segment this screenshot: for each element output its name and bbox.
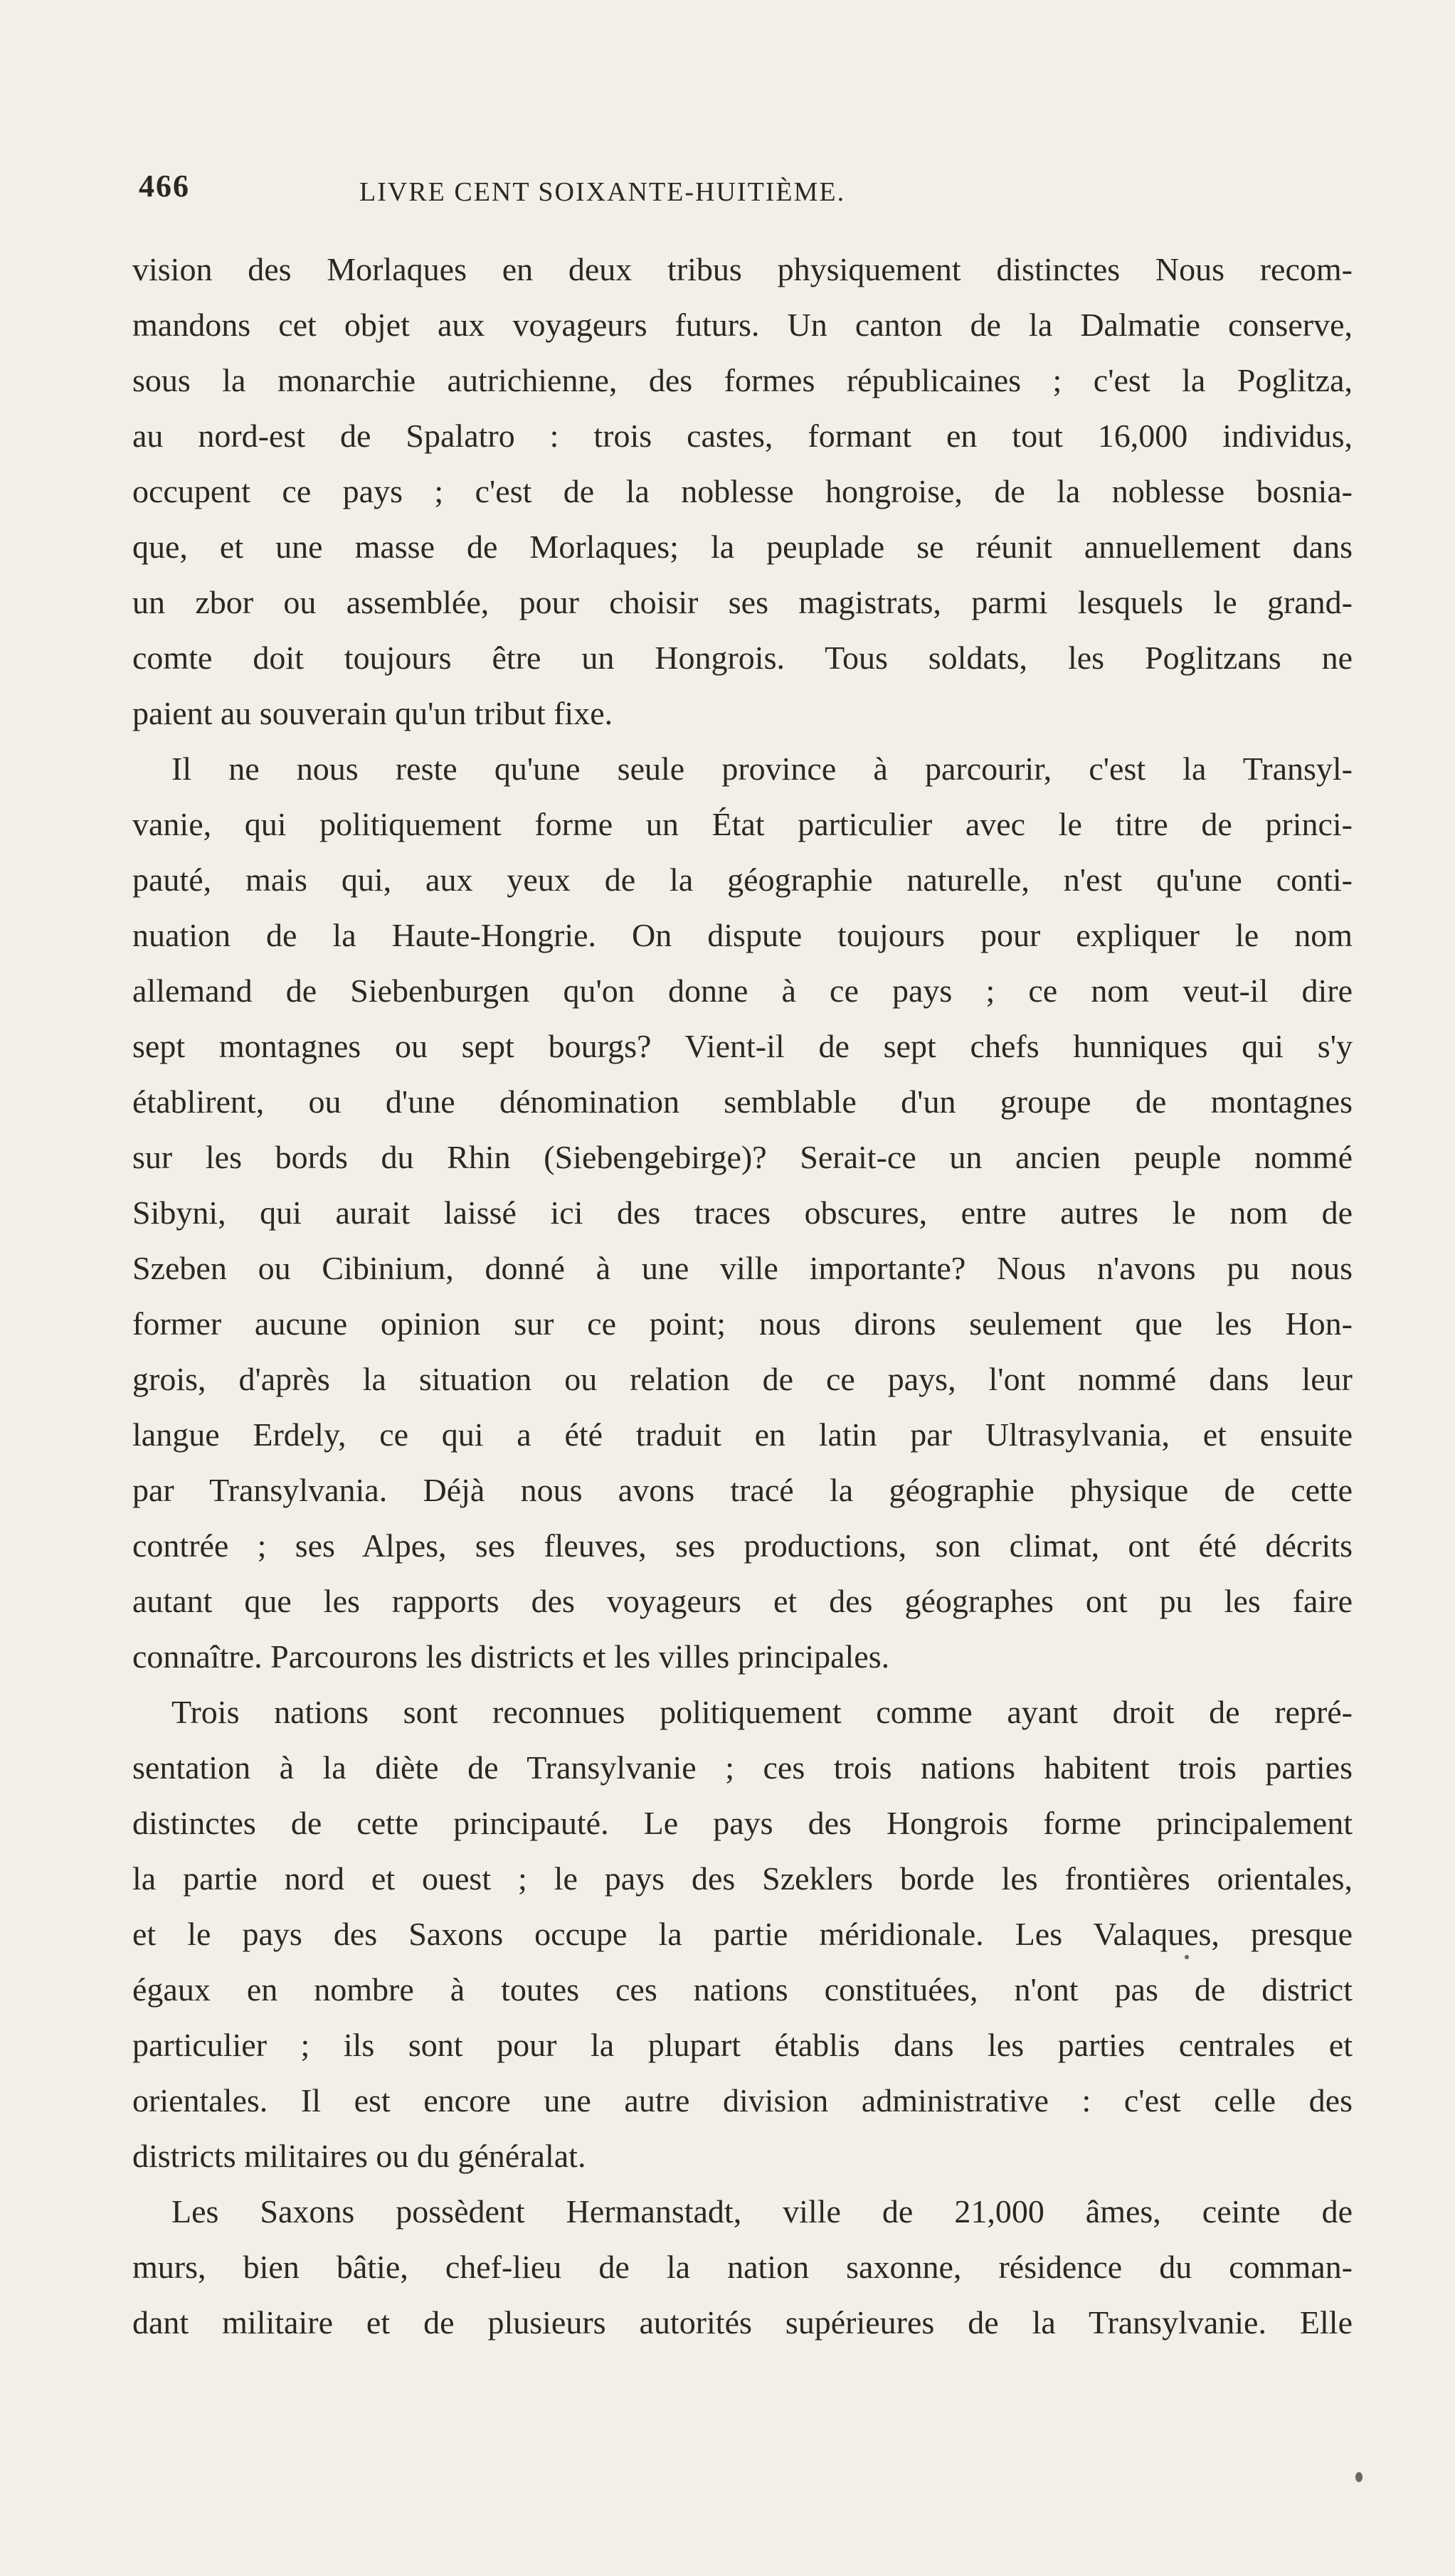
text-line: sept montagnes ou sept bourgs? Vient-il de sept chefs hunniques qui s'y [132,1028,1353,1064]
text-line: Szeben ou Cibinium, donné à une ville importante? Nous n'avons pu nous [132,1250,1353,1286]
text-line: connaître. Parcourons les districts et les villes principales. [132,1638,890,1675]
text-line: vision des Morlaques en deux tribus physiquement distinctes Nous recom- [132,251,1353,287]
text-line: Sibyni, qui aurait laissé ici des traces obscures, entre autres le nom de [132,1194,1353,1231]
text-line: nuation de la Haute-Hongrie. On dispute toujours pour expliquer le nom [132,917,1353,953]
text-line: au nord-est de Spalatro : trois castes, formant en tout 16,000 individus, [132,418,1353,454]
text-line: par Transylvania. Déjà nous avons tracé la géographie physique de cette [132,1472,1353,1508]
text-line: que, et une masse de Morlaques; la peuplade se réunit annuellement dans [132,529,1353,565]
text-line: murs, bien bâtie, chef-lieu de la nation saxonne, résidence du comman- [132,2249,1353,2285]
text-line: sous la monarchie autrichienne, des formes républicaines ; c'est la Poglitza, [132,362,1353,398]
text-line: Il ne nous reste qu'une seule province à parcourir, c'est la Transyl- [171,751,1353,787]
page-number: 466 [139,169,190,203]
text-line: pauté, mais qui, aux yeux de la géographie naturelle, n'est qu'une conti- [132,862,1353,898]
text-line: la partie nord et ouest ; le pays des Szeklers borde les frontières orientales, [132,1860,1353,1897]
text-line: autant que les rapports des voyageurs et des géographes ont pu les faire [132,1583,1353,1619]
text-line: districts militaires ou du généralat. [132,2138,586,2174]
text-line: langue Erdely, ce qui a été traduit en latin par Ultrasylvania, et ensuite [132,1416,1353,1453]
paper-speck [1355,2472,1363,2482]
running-head: LIVRE CENT SOIXANTE-HUITIÈME. [359,177,846,207]
text-line: distinctes de cette principauté. Le pays des Hongrois forme principalement [132,1805,1353,1841]
text-line: dant militaire et de plusieurs autorités supérieures de la Transylvanie. Elle [132,2304,1353,2341]
paper-speck [1185,1955,1189,1959]
text-line: mandons cet objet aux voyageurs futurs. Un canton de la Dalmatie conserve, [132,307,1353,343]
text-line: et le pays des Saxons occupe la partie méridionale. Les Valaques, presque [132,1916,1353,1952]
page-header [139,168,1334,211]
text-line: occupent ce pays ; c'est de la noblesse hongroise, de la noblesse bosnia- [132,473,1353,509]
text-line: sur les bords du Rhin (Siebengebirge)? Serait-ce un ancien peuple nommé [132,1139,1353,1175]
text-line: allemand de Siebenburgen qu'on donne à ce pays ; ce nom veut-il dire [132,972,1353,1009]
text-line: égaux en nombre à toutes ces nations constituées, n'ont pas de district [132,1971,1353,2008]
text-line: orientales. Il est encore une autre division administrative : c'est celle des [132,2082,1353,2119]
text-line: établirent, ou d'une dénomination semblable d'un groupe de montagnes [132,1083,1353,1120]
text-line: paient au souverain qu'un tribut fixe. [132,695,613,731]
text-line: former aucune opinion sur ce point; nous dirons seulement que les Hon- [132,1305,1353,1342]
text-line: comte doit toujours être un Hongrois. Tous soldats, les Poglitzans ne [132,640,1353,676]
text-line: Les Saxons possèdent Hermanstadt, ville de 21,000 âmes, ceinte de [171,2193,1353,2230]
text-line: sentation à la diète de Transylvanie ; ces trois nations habitent trois parties [132,1749,1353,1786]
text-line: vanie, qui politiquement forme un État particulier avec le titre de princi- [132,806,1353,842]
text-line: grois, d'après la situation ou relation de ce pays, l'ont nommé dans leur [132,1361,1353,1397]
text-line: un zbor ou assemblée, pour choisir ses magistrats, parmi lesquels le grand- [132,584,1353,620]
text-line: contrée ; ses Alpes, ses fleuves, ses productions, son climat, ont été décrits [132,1527,1353,1564]
text-line: Trois nations sont reconnues politiquement comme ayant droit de repré- [171,1694,1353,1730]
text-line: particulier ; ils sont pour la plupart établis dans les parties centrales et [132,2027,1353,2063]
